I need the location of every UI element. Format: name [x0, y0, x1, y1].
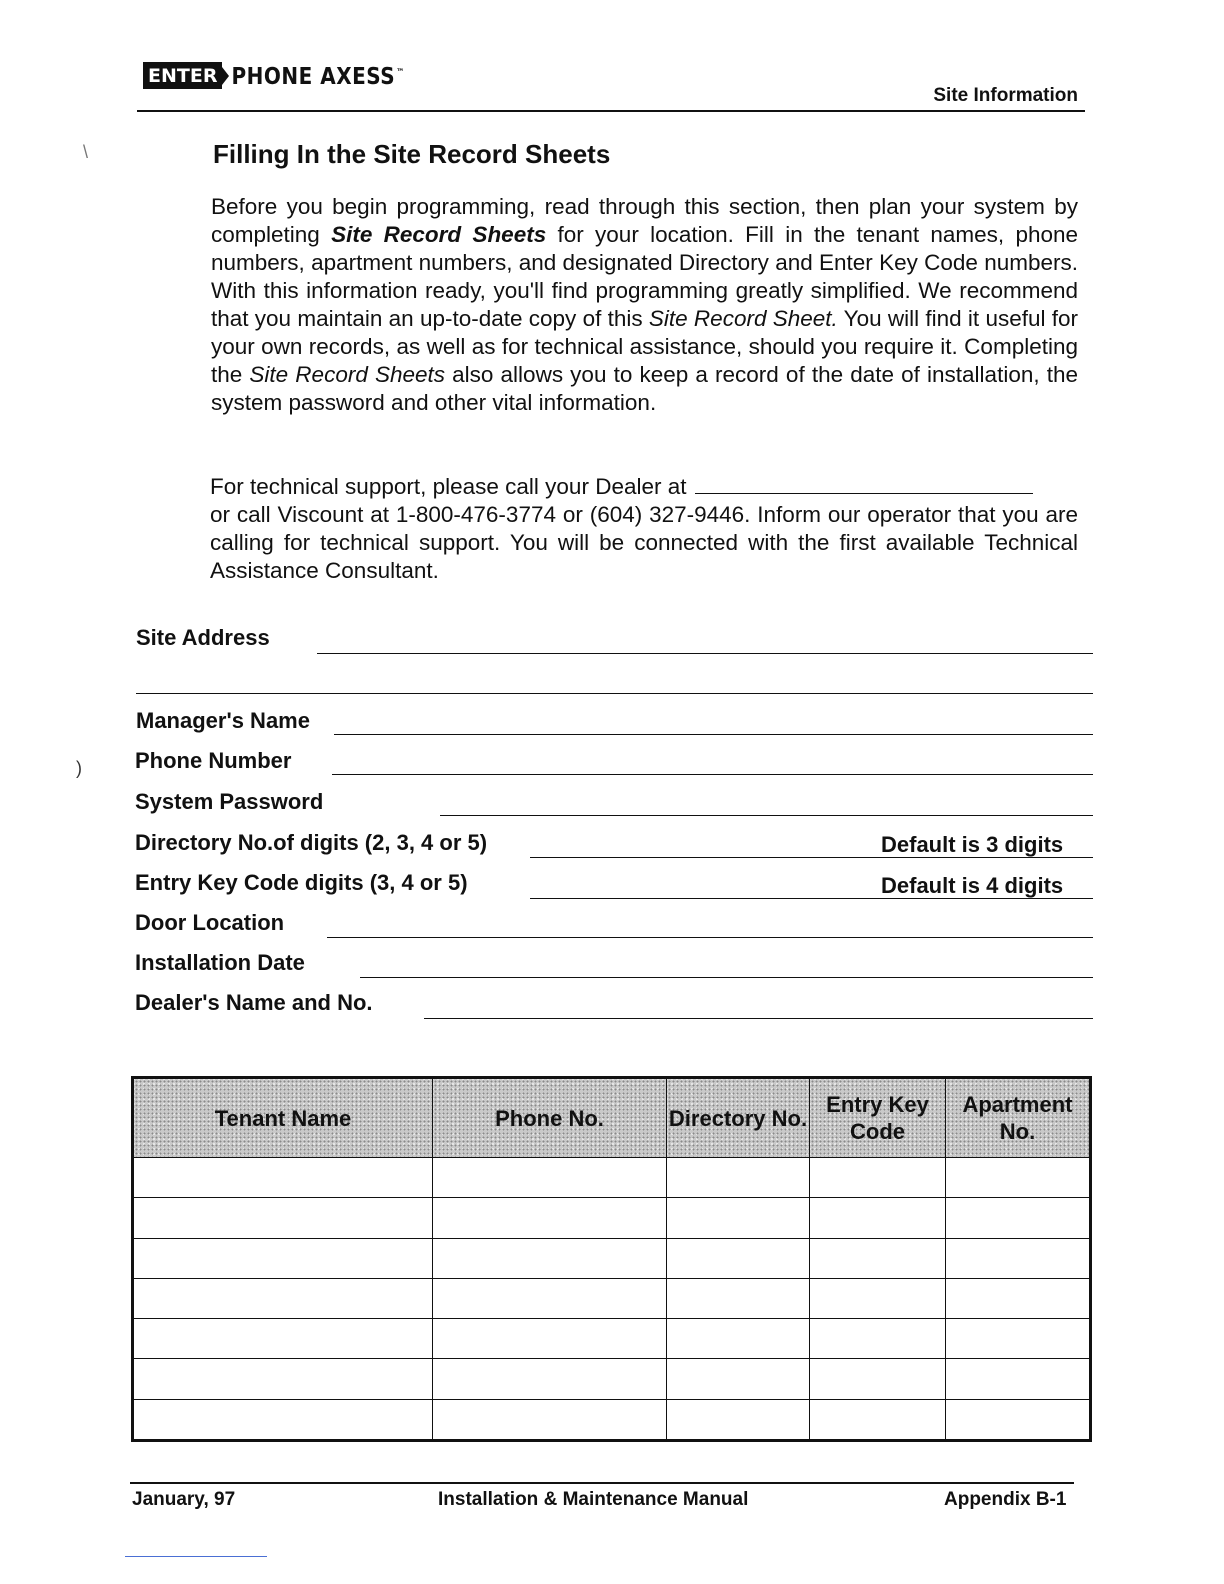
table-cell[interactable]: [810, 1158, 946, 1198]
table-cell[interactable]: [433, 1278, 667, 1318]
site-address-line-2[interactable]: [136, 693, 1093, 694]
table-row: [133, 1399, 1091, 1440]
intro-paragraph: [211, 193, 1078, 417]
table-cell[interactable]: [133, 1319, 433, 1359]
logo-trademark: ™: [396, 66, 405, 78]
table-cell[interactable]: [433, 1158, 667, 1198]
directory-digits-label: Directory No.of digits (2, 3, 4 or 5): [135, 830, 488, 855]
table-cell[interactable]: [433, 1238, 667, 1278]
entry-key-code-header: Entry Key Code: [810, 1078, 946, 1158]
installation-date-label: Installation Date: [135, 950, 305, 975]
table-cell[interactable]: [946, 1158, 1091, 1198]
intro-emphasis-bold: Site Record Sheets: [331, 222, 547, 247]
phone-number-line[interactable]: [332, 774, 1093, 775]
system-password-line[interactable]: [440, 815, 1093, 816]
intro-text-1: Before you begin programming, read through this section, then plan your system by completing: [211, 194, 1078, 247]
tenant-name-header: Tenant Name: [133, 1078, 433, 1158]
dealers-name-label: Dealer's Name and No.: [135, 990, 373, 1015]
intro-text-3: You will find it useful for your own records, as well as for technical assistance, should you require it. Completing the: [211, 306, 1079, 387]
site-address-line-1[interactable]: [317, 653, 1093, 654]
phone-number-label: Phone Number: [135, 748, 292, 773]
table-cell[interactable]: [133, 1278, 433, 1318]
logo-arrow-icon: [222, 67, 229, 85]
table-cell[interactable]: [433, 1399, 667, 1440]
table-body: [133, 1158, 1091, 1441]
table-cell[interactable]: [810, 1278, 946, 1318]
dealer-phone-blank[interactable]: [695, 475, 1033, 494]
table-cell[interactable]: [946, 1399, 1091, 1440]
table-cell[interactable]: [667, 1359, 810, 1399]
table-cell[interactable]: [810, 1399, 946, 1440]
table-cell[interactable]: [667, 1278, 810, 1318]
header-divider: [137, 110, 1085, 112]
footer-date: January, 97: [132, 1489, 236, 1510]
table-cell[interactable]: [810, 1359, 946, 1399]
table-row: [133, 1359, 1091, 1399]
entry-key-digits-label: Entry Key Code digits (3, 4 or 5): [135, 870, 468, 895]
table-cell[interactable]: [133, 1158, 433, 1198]
table-cell[interactable]: [433, 1359, 667, 1399]
table-cell[interactable]: [810, 1319, 946, 1359]
table-row: [133, 1319, 1091, 1359]
entry-key-default-note: Default is 4 digits: [881, 873, 1064, 898]
enterphone-logo: [143, 62, 405, 89]
intro-emphasis-1: Site Record Sheet.: [648, 306, 838, 331]
table-cell[interactable]: [667, 1198, 810, 1238]
door-location-line[interactable]: [327, 937, 1093, 938]
table-cell[interactable]: [946, 1278, 1091, 1318]
directory-default-note: Default is 3 digits: [881, 832, 1064, 857]
support-line-1: For technical support, please call your Dealer at: [210, 474, 687, 499]
table-cell[interactable]: [667, 1399, 810, 1440]
table-row: [133, 1158, 1091, 1198]
table-row: [133, 1278, 1091, 1318]
support-paragraph: [210, 473, 1078, 585]
footer-manual-title: Installation & Maintenance Manual: [438, 1489, 749, 1510]
tenant-record-table: [131, 1076, 1092, 1442]
table-cell[interactable]: [667, 1319, 810, 1359]
table-cell[interactable]: [667, 1238, 810, 1278]
intro-emphasis-2: Site Record Sheets: [249, 362, 446, 387]
phone-no-header: Phone No.: [433, 1078, 667, 1158]
page-title: Filling In the Site Record Sheets: [213, 139, 611, 169]
door-location-label: Door Location: [135, 910, 285, 935]
intro-text-4: also allows you to keep a record of the date of installation, the system password and other vital information.: [211, 362, 1078, 415]
installation-date-line[interactable]: [360, 977, 1093, 978]
table-row: [133, 1198, 1091, 1238]
table-cell[interactable]: [433, 1319, 667, 1359]
managers-name-line[interactable]: [334, 734, 1093, 735]
intro-text-2: for your location. Fill in the tenant names, phone numbers, apartment numbers, and designated Directory and Enter Key Code numbers. With this information ready, you'll find programming greatly simplified. We recommend that you maintain an up-to-date copy of this: [211, 222, 1079, 331]
section-title: Site Information: [933, 85, 1078, 106]
table-cell[interactable]: [133, 1238, 433, 1278]
logo-enter-box: ENTER: [143, 62, 222, 89]
scan-mark: ): [76, 758, 82, 778]
table-cell[interactable]: [133, 1399, 433, 1440]
table-header-row: [133, 1078, 1091, 1158]
support-text: or call Viscount at 1-800-476-3774 or (604) 327-9446. Inform our operator that you are calling for technical support. You will be connected with the first available Technical Assistance Consultant.: [210, 502, 1078, 583]
table-cell[interactable]: [946, 1319, 1091, 1359]
table-cell[interactable]: [946, 1359, 1091, 1399]
table-cell[interactable]: [667, 1158, 810, 1198]
table-cell[interactable]: [810, 1238, 946, 1278]
footer-page-number: Appendix B-1: [944, 1489, 1067, 1510]
system-password-label: System Password: [135, 789, 324, 814]
apartment-no-header: Apartment No.: [946, 1078, 1091, 1158]
directory-no-header: Directory No.: [667, 1078, 810, 1158]
table-cell[interactable]: [133, 1198, 433, 1238]
table-cell[interactable]: [810, 1198, 946, 1238]
site-address-label: Site Address: [136, 625, 270, 650]
logo-wordmark: PHONE AXESS: [231, 61, 396, 90]
table-cell[interactable]: [946, 1198, 1091, 1238]
table-cell[interactable]: [433, 1198, 667, 1238]
dealers-name-line[interactable]: [424, 1018, 1093, 1019]
logo-text: [231, 62, 404, 90]
scan-edge-line: [125, 1556, 267, 1557]
footer-divider: [130, 1482, 1074, 1484]
table-cell[interactable]: [946, 1238, 1091, 1278]
table-cell[interactable]: [133, 1359, 433, 1399]
scan-mark: \: [83, 142, 89, 162]
managers-name-label: Manager's Name: [136, 708, 310, 733]
table-row: [133, 1238, 1091, 1278]
